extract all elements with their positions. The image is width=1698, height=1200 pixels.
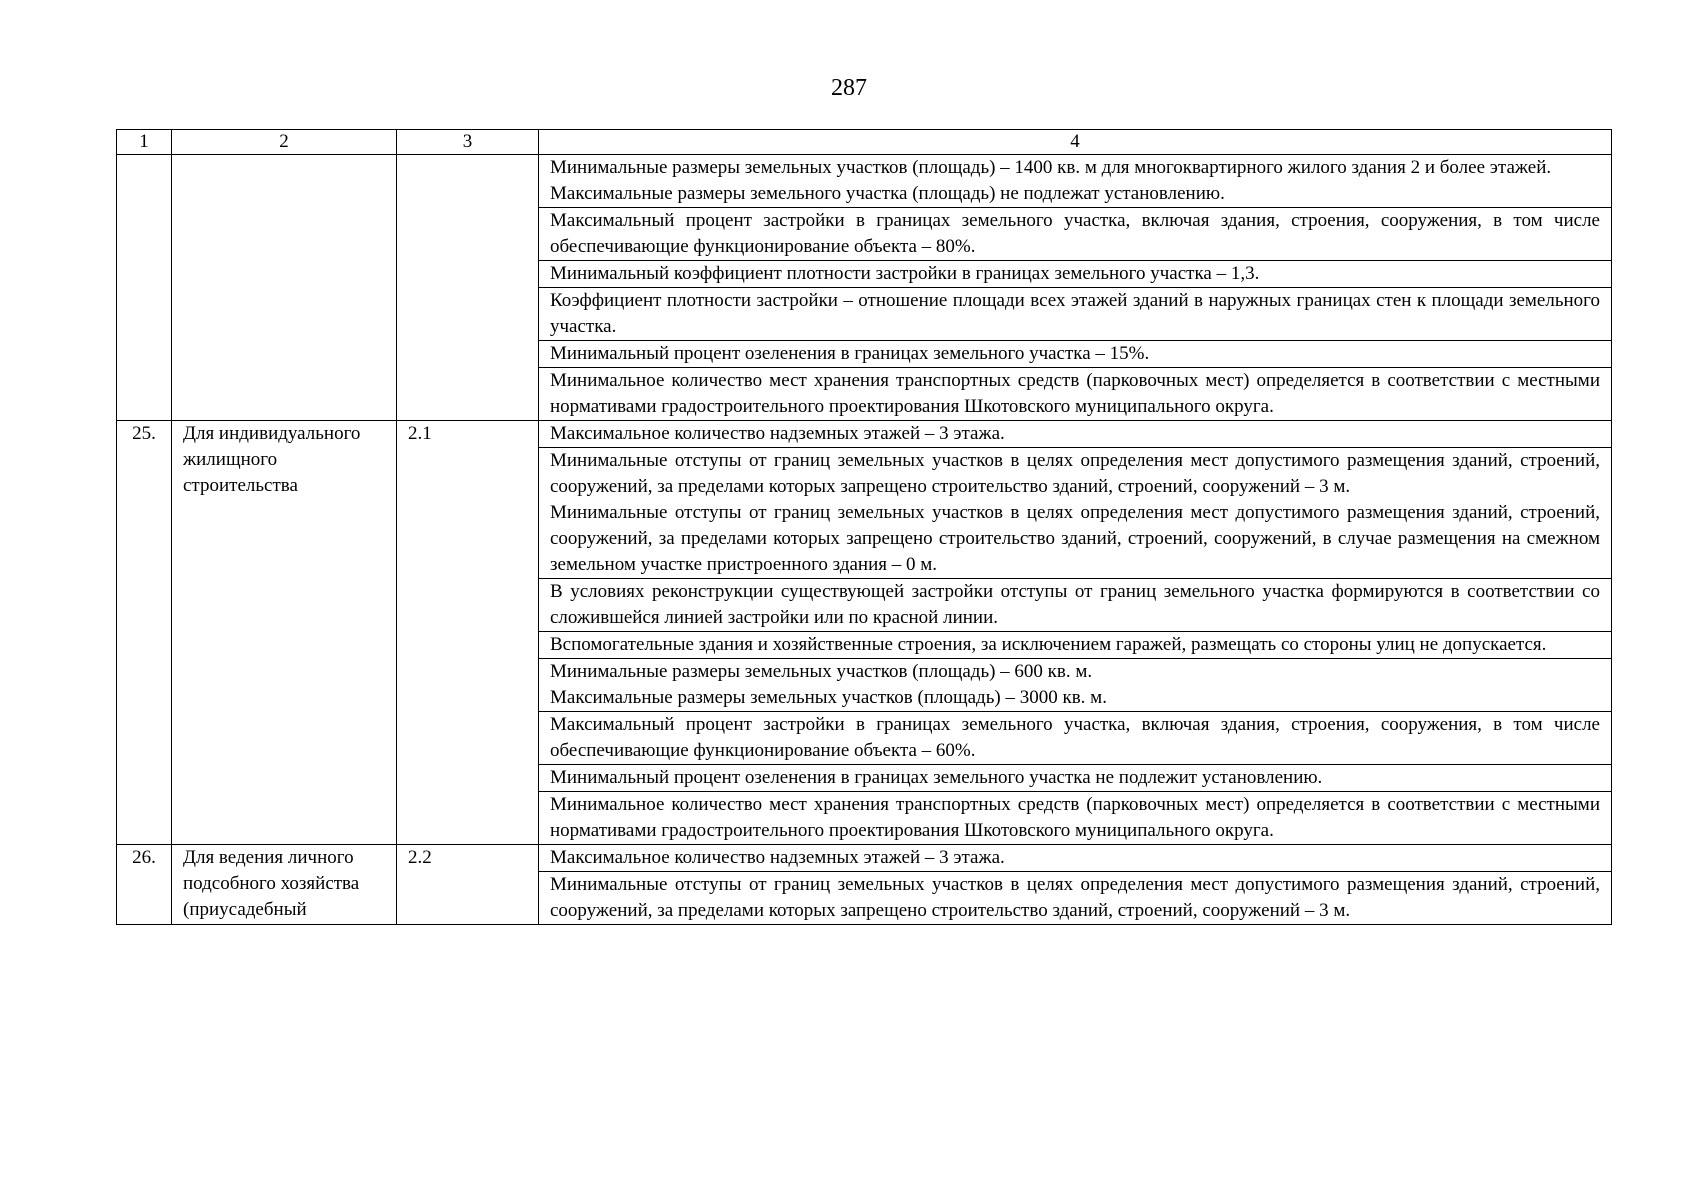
parameter-cell	[539, 208, 1612, 261]
parameter-cell	[539, 579, 1612, 632]
parameter-cell	[539, 368, 1612, 421]
parameter-text: Минимальные отступы от границ земельных участков в целях определения мест допустимого размещения зданий, строений, сооружений, за пределами которых запрещено строительство зданий, строений, сооружений – 3 м.	[550, 450, 1600, 497]
parameter-text: Минимальный коэффициент плотности застройки в границах земельного участка – 1,3.	[550, 263, 1260, 284]
parameter-cell	[539, 845, 1612, 872]
table-row	[117, 845, 1612, 872]
column-header-4: 4	[539, 130, 1612, 155]
parameter-text: Максимальные размеры земельных участков (площадь) – 3000 кв. м.	[550, 687, 1107, 708]
parameter-cell	[539, 261, 1612, 288]
table-header-row	[117, 130, 1612, 155]
parameter-cell	[539, 765, 1612, 792]
parameter-text: В условиях реконструкции существующей застройки отступы от границ земельного участка формируются в соответствии со сложившейся линией застройки или по красной линии.	[550, 581, 1600, 628]
parameter-text: Минимальный процент озеленения в границах земельного участка не подлежит установлению.	[550, 767, 1323, 788]
entry-number: 26.	[117, 845, 172, 925]
parameter-cell	[539, 632, 1612, 659]
column-header-3: 3	[397, 130, 539, 155]
parameter-text: Коэффициент плотности застройки – отношение площади всех этажей зданий в наружных границах стен к площади земельного участка.	[550, 290, 1600, 337]
table-row	[117, 421, 1612, 448]
parameter-text: Максимальные размеры земельного участка (площадь) не подлежат установлению.	[550, 183, 1225, 204]
table-row	[117, 155, 1612, 208]
parameter-cell	[539, 659, 1612, 712]
parameter-cell	[539, 792, 1612, 845]
parameter-text: Минимальный процент озеленения в границах земельного участка – 15%.	[550, 343, 1150, 364]
parameter-text: Максимальное количество надземных этажей – 3 этажа.	[550, 423, 1005, 444]
parameter-text: Минимальное количество мест хранения транспортных средств (парковочных мест) определяется в соответствии с местными нормативами градостроительного проектирования Шкотовского муниципального округа.	[550, 794, 1600, 841]
land-use-code: 2.1	[397, 421, 539, 845]
column-header-1: 1	[117, 130, 172, 155]
parameter-cell	[539, 712, 1612, 765]
parameter-cell	[539, 288, 1612, 341]
parameter-text: Минимальные размеры земельных участков (площадь) – 600 кв. м.	[550, 661, 1093, 682]
parameter-cell	[539, 155, 1612, 208]
entry-number: 25.	[117, 421, 172, 845]
parameter-text: Минимальные отступы от границ земельных участков в целях определения мест допустимого размещения зданий, строений, сооружений, за пределами которых запрещено строительство зданий, строений, сооружений, в случае размещения на смежном земельном участке пристроенного здания – 0 м.	[550, 502, 1600, 575]
parameter-text: Максимальный процент застройки в границах земельного участка, включая здания, строения, сооружения, в том числе обеспечивающие функционирование объекта – 60%.	[550, 714, 1600, 761]
parameter-text: Минимальные отступы от границ земельных участков в целях определения мест допустимого размещения зданий, строений, сооружений, за пределами которых запрещено строительство зданий, строений, сооружений – 3 м.	[550, 874, 1600, 921]
parameter-cell	[539, 421, 1612, 448]
name-cell	[172, 155, 397, 421]
parameter-cell	[539, 872, 1612, 925]
parameter-text: Вспомогательные здания и хозяйственные строения, за исключением гаражей, размещать со стороны улиц не допускается.	[550, 634, 1547, 655]
parameter-text: Максимальный процент застройки в границах земельного участка, включая здания, строения, сооружения, в том числе обеспечивающие функционирование объекта – 80%.	[550, 210, 1600, 257]
column-header-2: 2	[172, 130, 397, 155]
parameter-cell	[539, 448, 1612, 579]
regulations-table	[116, 129, 1612, 925]
parameter-text: Максимальное количество надземных этажей – 3 этажа.	[550, 847, 1005, 868]
number-cell	[117, 155, 172, 421]
parameter-cell	[539, 341, 1612, 368]
land-use-name: Для индивидуального жилищного строительства	[172, 421, 397, 845]
parameter-text: Минимальное количество мест хранения транспортных средств (парковочных мест) определяется в соответствии с местными нормативами градостроительного проектирования Шкотовского муниципального округа.	[550, 370, 1600, 417]
parameter-text: Минимальные размеры земельных участков (площадь) – 1400 кв. м для многоквартирного жилого здания 2 и более этажей.	[550, 157, 1552, 178]
page-number: 287	[831, 75, 867, 101]
land-use-name: Для ведения личного подсобного хозяйства (приусадебный	[172, 845, 397, 925]
land-use-code: 2.2	[397, 845, 539, 925]
code-cell	[397, 155, 539, 421]
